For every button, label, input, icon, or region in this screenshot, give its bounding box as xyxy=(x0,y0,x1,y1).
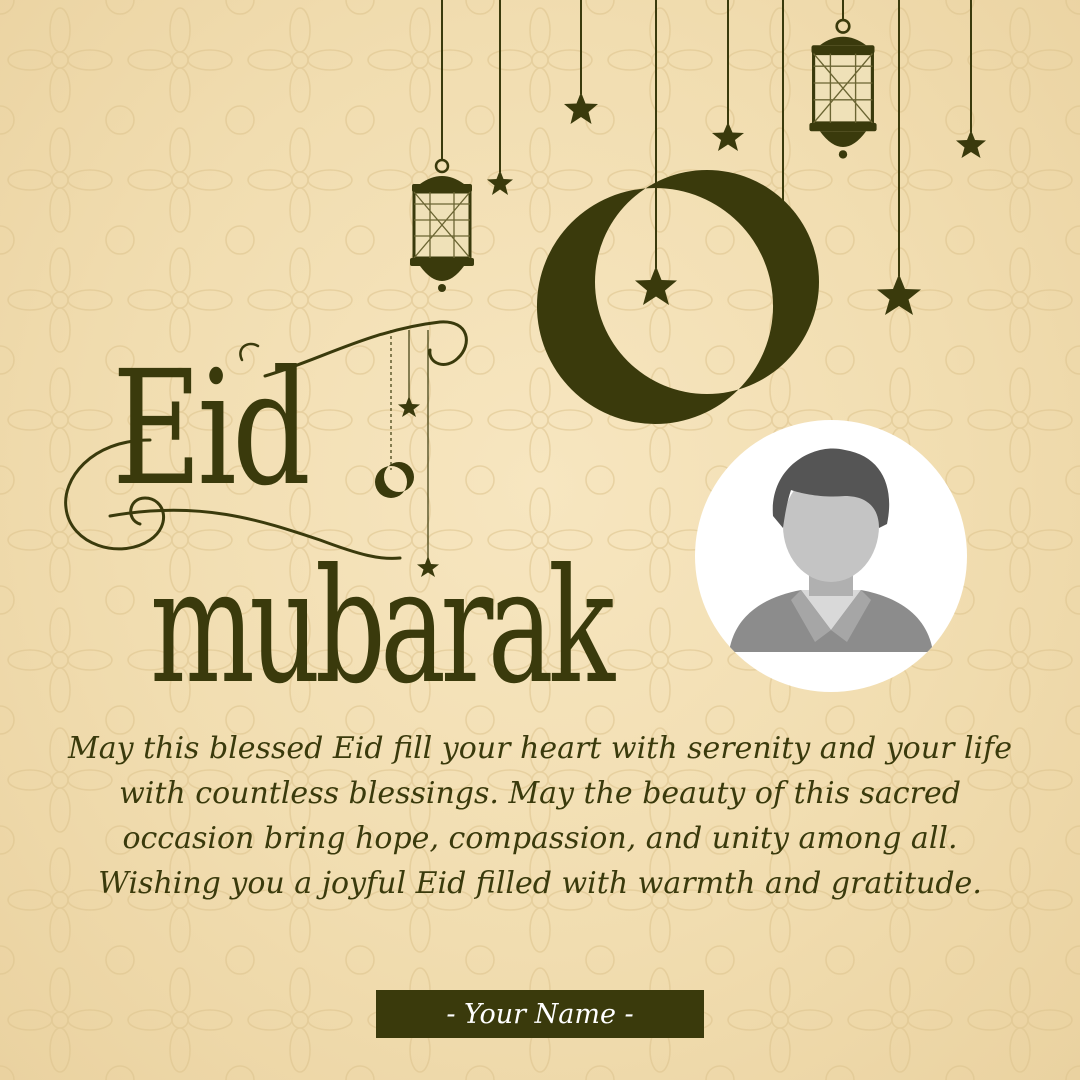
name-button[interactable] xyxy=(376,990,704,1038)
title-mubarak: mubarak xyxy=(150,535,610,719)
hanging-star-icon xyxy=(635,266,677,305)
hanging-lantern-icon xyxy=(809,0,876,159)
hanging-star-icon xyxy=(956,130,986,158)
user-avatar-icon xyxy=(695,420,967,692)
greeting-message: May this blessed Eid fill your heart with serenity and your life with countless blessings. May the beauty of this sacred occasion bring hope, compassion, and unity among all. Wishing you a joyful Eid filled with warmth and gratitude. xyxy=(68,731,1012,901)
crescent-moon-icon xyxy=(537,170,819,424)
hanging-star-icon xyxy=(877,274,921,315)
name-label: - Your Name - xyxy=(446,998,634,1030)
hanging-star-icon xyxy=(487,170,513,195)
user-avatar[interactable] xyxy=(695,420,967,692)
title-eid: Eid xyxy=(112,337,307,521)
hanging-star-icon xyxy=(398,396,420,417)
hanging-star-icon xyxy=(712,122,744,151)
hanging-lantern-icon xyxy=(410,0,474,292)
hanging-star-icon xyxy=(564,92,598,124)
crescent-moon-icon xyxy=(375,462,414,498)
